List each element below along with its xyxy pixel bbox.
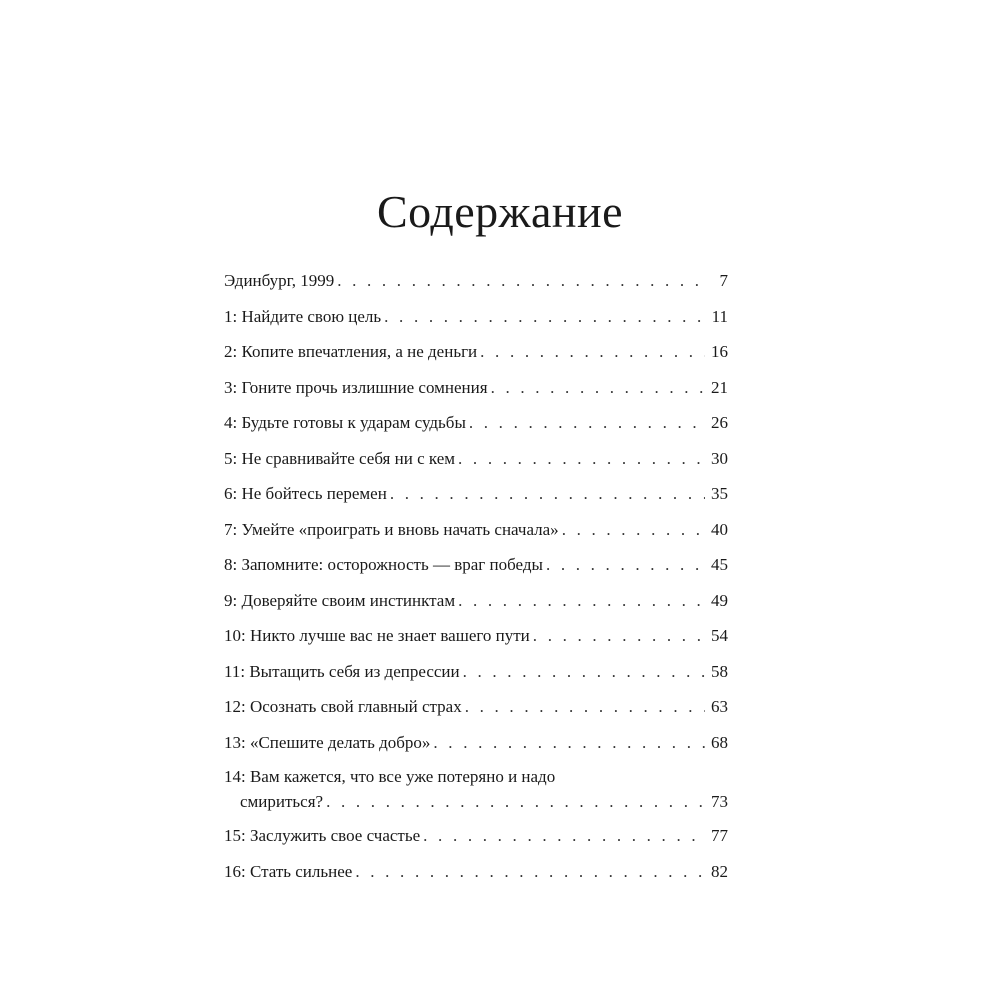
toc-entry-title: 7: Умейте «проиграть и вновь начать сначала» (224, 519, 559, 539)
dot-leader (337, 264, 705, 298)
toc-entry (224, 619, 728, 655)
toc-entry-title: 8: Запомните: осторожность — враг победы (224, 555, 543, 574)
dot-leader (384, 300, 705, 334)
dot-leader (423, 819, 705, 853)
toc-entry-title: 6: Не бойтесь перемен (224, 484, 387, 503)
toc-entry-title: 9: Доверяйте своим инстинктам (224, 590, 456, 610)
toc-entry (224, 819, 728, 855)
toc-entry (224, 655, 728, 691)
toc-entry-page: 54 (711, 626, 728, 645)
toc-entry-title: 12: Осознать свой главный страх (224, 697, 462, 716)
toc-entry-page: 35 (711, 484, 728, 503)
toc-entry-page: 77 (711, 826, 728, 845)
toc-entry (224, 548, 728, 584)
toc-entry-title: 14: Вам кажется, что все уже потеряно и надо (224, 767, 556, 786)
toc-entry (224, 264, 728, 300)
toc-entry (224, 477, 728, 513)
dot-leader (465, 690, 705, 724)
table-of-contents (224, 264, 728, 890)
toc-entry-page: 30 (711, 448, 728, 468)
toc-entry-page: 63 (711, 697, 728, 716)
toc-entry-title: Эдинбург, 1999 (224, 271, 335, 290)
toc-entry-title: 5: Не сравнивайте себя ни с кем (224, 448, 456, 468)
toc-entry-page: 40 (711, 519, 728, 539)
toc-entry-title: 10: Никто лучше вас не знает вашего пути (224, 626, 530, 645)
dot-leader (546, 548, 705, 582)
toc-entry (224, 406, 728, 442)
dot-leader (355, 855, 705, 889)
toc-entry-page: 45 (711, 555, 728, 574)
toc-entry-title: 2: Копите впечатления, а не деньги (224, 342, 478, 361)
toc-entry (224, 855, 728, 891)
dot-leader (458, 442, 705, 476)
dot-leader (458, 584, 705, 618)
dot-leader (533, 619, 705, 653)
dot-leader (480, 335, 705, 369)
toc-entry-page: 7 (719, 271, 728, 290)
dot-leader (469, 406, 705, 440)
toc-entry (224, 300, 728, 336)
dot-leader (326, 789, 705, 815)
dot-leader (390, 477, 705, 511)
dot-leader (562, 513, 705, 547)
toc-entry-page: 73 (711, 792, 728, 811)
toc-entry (224, 442, 728, 478)
toc-entry (224, 761, 728, 819)
dot-leader (463, 655, 705, 689)
toc-entry-title: 3: Гоните прочь излишние сомнения (224, 377, 488, 397)
toc-entry-title: 16: Стать сильнее (224, 861, 353, 881)
toc-entry-title: 4: Будьте готовы к ударам судьбы (224, 413, 466, 432)
dot-leader (433, 726, 705, 760)
toc-entry-title-continued: смириться? (240, 792, 324, 811)
toc-entry (224, 335, 728, 371)
toc-entry (224, 726, 728, 762)
toc-entry-title: 11: Вытащить себя из депрессии (224, 661, 460, 681)
toc-entry-title: 15: Заслужить свое счастье (224, 826, 421, 845)
toc-entry-page: 26 (711, 413, 728, 432)
toc-entry-page: 11 (711, 306, 728, 326)
toc-entry (224, 584, 728, 620)
toc-entry-page: 21 (711, 377, 728, 397)
toc-entry (224, 371, 728, 407)
toc-entry-page: 68 (711, 732, 728, 752)
toc-entry (224, 513, 728, 549)
toc-entry-title: 1: Найдите свою цель (224, 306, 382, 326)
toc-entry-title: 13: «Спешите делать добро» (224, 732, 431, 752)
toc-entry-page: 16 (711, 342, 728, 361)
toc-entry-page: 82 (711, 861, 728, 881)
page-title: Содержание (376, 186, 624, 237)
toc-entry (224, 690, 728, 726)
toc-entry-page: 49 (711, 590, 728, 610)
toc-entry-page: 58 (711, 661, 728, 681)
dot-leader (491, 371, 705, 405)
